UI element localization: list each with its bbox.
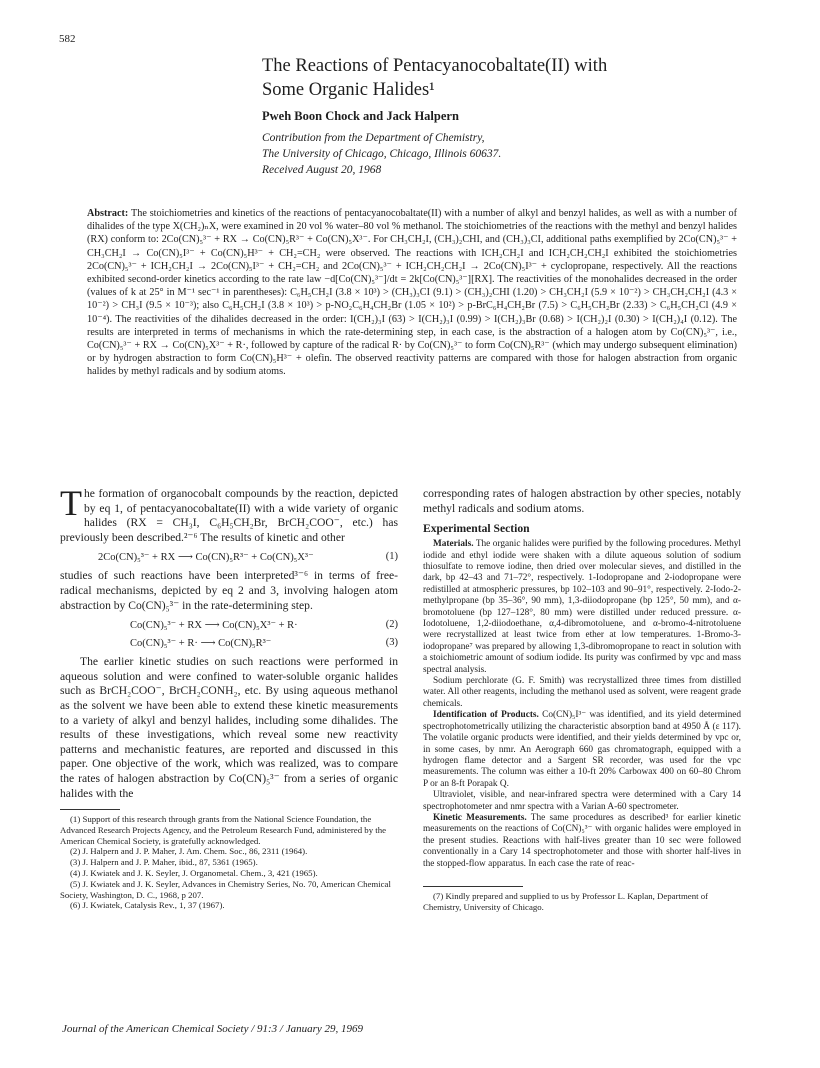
abstract-text: The stoichiometries and kinetics of the reactions of pentacyanocobaltate(II) with a number of alkyl and benzyl halides, as well as with a number of dihalides of the type X(CH₂)ₙX, were examined in 20 vol % water–80 vol % methanol. The stoichiometries of the reactions with the methyl and benzyl halides (RX) conform to: 2Co(CN)₅³⁻ + RX → Co(CN)₅R³⁻ + Co(CN)₅X³⁻. For CH₃CH₂I, (CH₃)₂CHI, and (CH₃)₃CI, additional paths exemplified by 2Co(CN)₅³⁻ + CH₃CH₂I → Co(CN)₅I³⁻ + Co(CN)₅H³⁻ + CH₂=CH₂ were observed. The reactions with ICH₂CH₂I and ICH₂CH₂CH₂I exhibited the stoichiometries 2Co(CN)₅³⁻ + ICH₂CH₂I → 2Co(CN)₅I³⁻ + CH₂=CH₂ and 2Co(CN)₅³⁻ + ICH₂CH₂CH₂I → 2Co(CN)₅I³⁻ + cyclopropane, respectively. All the reactions exhibited second-order kinetics according to the rate law −d[Co(CN)₅³⁻]/dt = 2k[Co(CN)₅³⁻][RX]. The reactivities of the monohalides decreased in the order (values of k at 25° in M⁻¹ sec⁻¹ in parentheses): C₆H₅CH₂I (3.8 × 10³) > (CH₃)₃CI (9.1) > (CH₃)₂CHI (1.20) > CH₃CH₂I (5.9 × 10⁻²) > CH₃CH₂CH₂I (4.3 × 10⁻²) > CH₃I (9.5 × 10⁻³); also C₆H₅CH₂I (3.8 × 10³) > p-NO₂C₆H₄CH₂Br (1.05 × 10²) > p-BrC₆H₄CH₂Br (7.5) > C₆H₅CH₂Br (2.33) > C₆H₅CH₂Cl (4.9 × 10⁻⁴). The reactivities of the dihalides decreased in the order: I(CH₂)₃I (63) > I(CH₂)₃I (0.99) > I(CH₂)₃Br (0.68) > I(CH₂)₂I (0.30) > I(CH₂)₄I (0.12). The results are interpreted in terms of mechanisms in which the rate-determining step, in each case, is the abstraction of a halogen atom by Co(CN)₅³⁻, i.e., Co(CN)₅³⁻ + RX → Co(CN)₅X³⁻ + R·, followed by capture of the radical R· by Co(CN)₅³⁻ to form Co(CN)₅R³⁻ (which may undergo subsequent elimination) or by hydrogen abstraction to form Co(CN)₅H³⁻ + olefin. The observed reactivity patterns are compared with those for halogen abstraction from organic halides by methyl radicals and by sodium atoms.: [87, 208, 737, 378]
intro-text: he formation of organocobalt compounds by the reaction, depicted by eq 1, of pentacyanocobaltate(II) with a wide variety of organic halides (RX = CH₃I, C₆H₅CH₂Br, BrCH₂COO⁻, etc.) has previously been described.²⁻⁶ The results of kinetic and other: [60, 487, 398, 544]
footnote: (2) J. Halpern and J. P. Maher, J. Am. Chem. Soc., 86, 2311 (1964).: [70, 846, 308, 857]
affiliation: [262, 130, 501, 178]
equation-text: Co(CN)₅³⁻ + R· ⟶ Co(CN)₅R³⁻: [130, 638, 272, 650]
run-in-heading: Kinetic Measurements.: [433, 812, 527, 823]
affiliation-line: The University of Chicago, Chicago, Illinois 60637.: [262, 148, 502, 160]
perchlorate-paragraph: Sodium perchlorate (G. F. Smith) was recrystallized three times from distilled water. All other reagents, including the methanol used as solvent, were reagent grade chemicals.: [423, 676, 741, 709]
footnotes: [60, 814, 398, 911]
run-in-heading: Materials.: [433, 539, 474, 550]
experimental-text: [423, 539, 741, 870]
abstract-label: Abstract:: [87, 208, 129, 219]
equation-text: Co(CN)₅³⁻ + RX ⟶ Co(CN)₅X³⁻ + R·: [130, 620, 298, 632]
footnote-divider: [60, 809, 120, 810]
equation-2: [130, 619, 398, 631]
drop-cap: T: [60, 483, 82, 523]
paragraph-text: Co(CN)₅I³⁻ was identified, and its yield determined spectrophotometrically utilizing the characteristic absorption band at 4950 Å (ε 117). The volatile organic products were identified, and their yields determined by vpc or, in some cases, by nmr. An Aerograph 660 gas chromatograph, equipped with a hydrogen flame detector and a Sargent SR recorder, was used for the vpc measurements. The column was either a 10-ft 20% Carbowax 400 on 60–80 Chrom P or an 8-ft Porapak Q.: [423, 710, 741, 789]
equation-1: [98, 551, 398, 563]
title-line-2: Some Organic Halides¹: [262, 80, 435, 100]
article-title: [262, 54, 742, 102]
journal-footer: Journal of the American Chemical Society / 91:3 / January 29, 1969: [62, 1023, 364, 1035]
authors: Pweh Boon Chock and Jack Halpern: [262, 109, 459, 123]
affiliation-line: Contribution from the Department of Chemistry,: [262, 132, 485, 144]
equation-3: [130, 637, 398, 649]
kinetic-paragraph: [423, 813, 741, 870]
left-column: [60, 483, 398, 911]
footnotes: [423, 891, 741, 913]
body-paragraph: The earlier kinetic studies on such reactions were performed in aqueous solution and were confined to water-soluble organic halides such as BrCH₂COO⁻, BrCH₂CONH₂, etc. By using aqueous methanol as the solvent we have been able to extend these kinetic measurements to a variety of alkyl and benzyl halides, including some dihalides. The results of these investigations, which reveal some new reactivity patterns and mechanistic features, are reported and discussed in this paper. One objective of the work, which was realized, was to compare the rates of halogen abstraction by Co(CN)₅³⁻ from a series of organic halides with the: [60, 655, 398, 800]
footnote: (3) J. Halpern and J. P. Maher, ibid., 87, 5361 (1965).: [70, 857, 258, 868]
right-column: [423, 487, 741, 913]
spectra-paragraph: Ultraviolet, visible, and near-infrared spectra were determined with a Cary 14 spectrophotometer and nmr spectra with a Varian A-60 spectrometer.: [423, 790, 741, 812]
footnote-divider: [423, 886, 523, 887]
equation-number: (3): [385, 637, 398, 649]
body-paragraph: studies of such reactions have been interpreted³⁻⁶ in terms of free-radical mechanisms, depicted by eq 2 and 3, involving halogen atom abstraction by Co(CN)₅³⁻ in the rate-determining step.: [60, 569, 398, 612]
footnote: (6) J. Kwiatek, Catalysis Rev., 1, 37 (1967).: [70, 900, 225, 911]
footnote: (7) Kindly prepared and supplied to us by Professor L. Kaplan, Department of Chemistry, University of Chicago.: [423, 890, 709, 912]
abstract: [87, 207, 737, 379]
equation-number: (1): [385, 551, 398, 563]
paragraph-text: The same procedures as described³ for earlier kinetic measurements on the reactions of Co(CN)₅³⁻ with organic halides were employed in the present studies. Reactions with half-lives greater than 10 sec were followed conventionally in a Cary 14 spectrophotometer and those with shorter half-lives in the stopped-flow apparatus. In each case the rate of reac-: [423, 812, 741, 869]
products-paragraph: [423, 710, 741, 790]
footnote: (1) Support of this research through grants from the National Science Foundation, the Advanced Research Projects Agency, and the Petroleum Research Fund, administered by the American Chemical Society, is gratefully acknowledged.: [60, 814, 387, 846]
equation-text: 2Co(CN)₅³⁻ + RX ⟶ Co(CN)₅R³⁻ + Co(CN)₅X³⁻: [98, 552, 314, 564]
section-heading: Experimental Section: [423, 522, 530, 536]
materials-paragraph: [423, 539, 741, 676]
body-paragraph: corresponding rates of halogen abstraction by other species, notably methyl radicals and sodium atoms.: [423, 487, 741, 515]
paragraph-text: The organic halides were purified by the following procedures. Methyl iodide and ethyl iodide were shaken with a dilute aqueous solution of sodium thiosulfate to remove iodine, then dried over molecular sieves, and distilled in the dark, bp 42–43 and 71–72°, respectively. 1-Iodopropane and 2-iodopropane were redistilled at atmospheric pressures, bp 102–103 and 90–91°, respectively. 2-Iodo-2-methylpropane (bp 35–36°, 90 mm), 1,3-diiodopropane (bp 125°, 50 mm), and α-bromotoluene (bp 127–128°, 80 mm) were distilled under reduced pressure. α-Iodotoluene, 1,2-diiodoethane, α,4-dibromotoluene, and α-bromo-4-nitrotoluene were recrystallized at least twice from ether at low temperatures. 1-Bromo-3-iodopropane⁷ was prepared by allowing 1,3-dibromopropane to react in solution with a stoichiometric amount of sodium iodide. Its purity was confirmed by vpc and mass spectral analysis.: [423, 539, 741, 675]
equation-number: (2): [385, 619, 398, 631]
run-in-heading: Identification of Products.: [433, 710, 539, 721]
title-line-1: The Reactions of Pentacyanocobaltate(II) with: [262, 56, 608, 76]
received-date: Received August 20, 1968: [262, 164, 382, 176]
intro-paragraph: [60, 483, 398, 545]
footnote: (5) J. Kwiatek and J. K. Seyler, Advances in Chemistry Series, No. 70, American Chemical Society, Washington, D. C., 1968, p 207.: [60, 878, 391, 900]
footnote: (4) J. Kwiatek and J. K. Seyler, J. Organometal. Chem., 3, 421 (1965).: [70, 868, 318, 879]
page-number: 582: [59, 33, 76, 45]
